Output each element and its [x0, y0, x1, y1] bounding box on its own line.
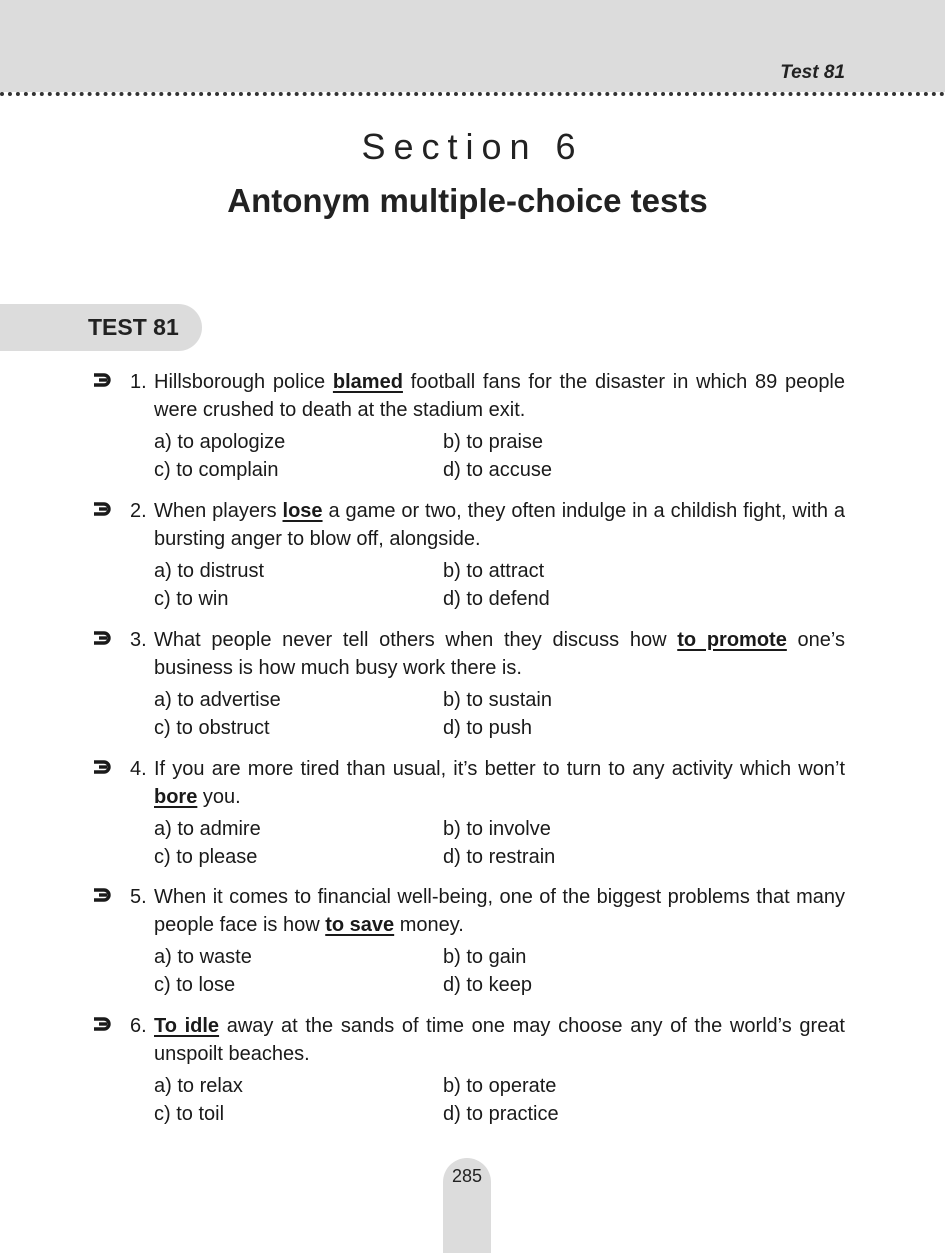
option-b: b) to involve — [443, 818, 551, 840]
key-word: blamed — [332, 371, 403, 393]
question-text: What people never tell others when they discuss how to promote one’s business is how much busy work there is. — [154, 629, 845, 679]
option-d: d) to defend — [443, 588, 550, 610]
page-number: 285 — [451, 1166, 483, 1186]
answer-options — [154, 686, 845, 742]
option-d: d) to keep — [443, 974, 532, 996]
option-c: c) to win — [154, 588, 229, 610]
question-number: 1. — [130, 371, 147, 393]
option-c: c) to please — [154, 846, 258, 868]
key-word: to save — [325, 914, 395, 936]
option-a: a) to apologize — [154, 431, 286, 453]
key-word: lose — [282, 500, 323, 522]
option-d: d) to accuse — [443, 459, 552, 481]
section-subtitle: Antonym multiple-choice tests — [227, 182, 708, 219]
arrow-icon — [90, 497, 114, 521]
option-b: b) to gain — [443, 946, 527, 968]
question-number: 4. — [130, 758, 147, 780]
question-number: 3. — [130, 629, 147, 651]
question-text: When players lose a game or two, they often indulge in a childish fight, with a bursting anger to blow off, alongside. — [154, 500, 845, 550]
key-word: to promote — [677, 629, 787, 651]
test-label: TEST 81 — [88, 314, 179, 340]
question-text: If you are more tired than usual, it’s better to turn to any activity which won’t bore you. — [154, 758, 845, 808]
option-b: b) to attract — [443, 560, 545, 582]
answer-options — [154, 815, 845, 871]
question-4 — [90, 755, 845, 871]
key-word: bore — [154, 786, 198, 808]
option-c: c) to complain — [154, 459, 279, 481]
option-b: b) to operate — [443, 1075, 557, 1097]
option-b: b) to sustain — [443, 689, 552, 711]
section-title: Section 6 — [361, 126, 584, 167]
question-text: When it comes to financial well-being, one of the biggest problems that many people face is how to save money. — [154, 886, 845, 936]
arrow-icon — [90, 1012, 114, 1036]
question-1 — [90, 368, 845, 484]
question-text: To idle away at the sands of time one may choose any of the world’s great unspoilt beaches. — [154, 1015, 845, 1065]
question-number: 2. — [130, 500, 147, 522]
key-word: To idle — [154, 1015, 220, 1037]
test-label-tab — [0, 304, 202, 351]
arrow-icon — [90, 755, 114, 779]
option-a: a) to advertise — [154, 689, 281, 711]
question-text: Hillsborough police blamed football fans for the disaster in which 89 people were crushed to death at the stadium exit. — [154, 371, 846, 421]
option-d: d) to push — [443, 717, 532, 739]
option-c: c) to obstruct — [154, 717, 270, 739]
option-b: b) to praise — [443, 431, 544, 453]
option-a: a) to admire — [154, 818, 261, 840]
question-number: 5. — [130, 886, 147, 908]
question-5 — [90, 883, 845, 999]
answer-options — [154, 428, 845, 484]
option-a: a) to waste — [154, 946, 252, 968]
option-d: d) to practice — [443, 1103, 559, 1125]
option-c: c) to lose — [154, 974, 236, 996]
running-head: Test 81 — [780, 62, 845, 83]
option-a: a) to relax — [154, 1075, 243, 1097]
answer-options — [154, 1072, 845, 1128]
question-2 — [90, 497, 845, 613]
option-a: a) to distrust — [154, 560, 265, 582]
question-3 — [90, 626, 845, 742]
question-6 — [90, 1012, 845, 1128]
option-c: c) to toil — [154, 1103, 225, 1125]
arrow-icon — [90, 883, 114, 907]
dotted-divider — [0, 92, 945, 96]
answer-options — [154, 557, 845, 613]
arrow-icon — [90, 368, 114, 392]
answer-options — [154, 943, 845, 999]
option-d: d) to restrain — [443, 846, 556, 868]
arrow-icon — [90, 626, 114, 650]
question-number: 6. — [130, 1015, 147, 1037]
